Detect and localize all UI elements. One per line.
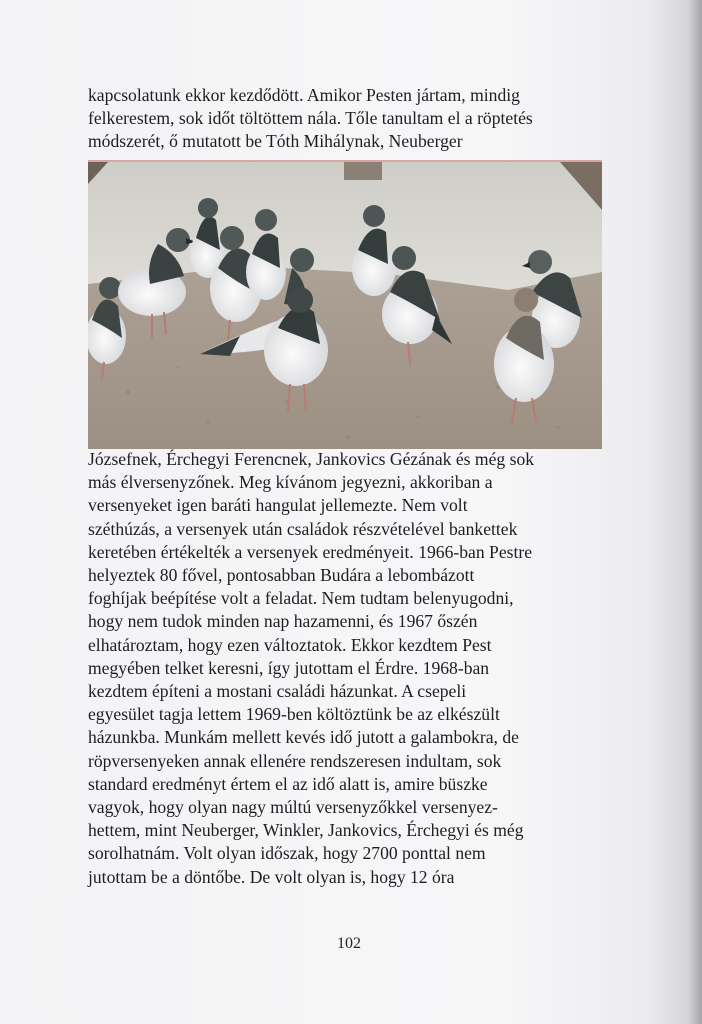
text-line: helyeztek 80 fővel, pontosabban Budára a lebombázott xyxy=(88,565,475,586)
text-line: vagyok, hogy olyan nagy múltú versenyzőkkel versenyez- xyxy=(88,797,498,818)
text-line: röpversenyeken annak ellenére rendszeresen indultam, sok xyxy=(88,750,502,771)
text-line: házunkba. Munkám mellett kevés idő jutott a galambokra, de xyxy=(88,727,519,748)
text-line: egyesület tagja lettem 1969-ben költöztünk be az elkészült xyxy=(88,704,500,725)
paragraph-top xyxy=(88,84,618,154)
text-line: megyében telket keresni, így jutottam el Érdre. 1968-ban xyxy=(88,657,490,678)
text-line: kezdtem építeni a mostani családi házunkat. A csepeli xyxy=(88,681,467,702)
text-line: módszerét, ő mutatott be Tóth Mihálynak, Neuberger xyxy=(88,131,463,152)
text-line: Józsefnek, Érchegyi Ferencnek, Jankovics Gézának és még sok xyxy=(88,449,535,469)
paragraph-bottom xyxy=(88,448,618,889)
text-line: standard eredményt értem el az idő alatt is, amire büszke xyxy=(88,773,488,794)
page-number xyxy=(0,935,702,953)
text-line: felkerestem, sok időt töltöttem nála. Tőle tanultam el a röptetés xyxy=(88,108,533,129)
text-line: hogy nem tudok minden nap hazamenni, és 1967 őszén xyxy=(88,611,478,632)
text-line: kapcsolatunk ekkor kezdődött. Amikor Pesten jártam, mindig xyxy=(88,85,520,105)
text-line: elhatároztam, hogy ezen változtatok. Ekkor kezdtem Pest xyxy=(88,634,492,655)
page-edge-shadow xyxy=(688,0,702,1024)
text-line: más élversenyzőnek. Meg kívánom jegyezni, akkoriban a xyxy=(88,472,493,493)
text-line: versenyeket igen baráti hangulat jellemezte. Nem volt xyxy=(88,495,468,516)
text-line: jutottam be a döntőbe. De volt olyan is, hogy 12 óra xyxy=(88,866,455,887)
pigeons-photo xyxy=(88,160,602,449)
text-line: keretében értékelték a versenyek eredményeit. 1966-ban Pestre xyxy=(88,541,533,562)
text-line: hettem, mint Neuberger, Winkler, Jankovics, Érchegyi és még xyxy=(88,820,524,841)
text-line: széthúzás, a versenyek után családok részvételével bankettek xyxy=(88,518,518,539)
text-line: foghíjak beépítése volt a feladat. Nem tudtam belenyugodni, xyxy=(88,588,514,609)
text-line: sorolhatnám. Volt olyan időszak, hogy 2700 ponttal nem xyxy=(88,843,486,864)
page-number-text: 102 xyxy=(337,935,361,952)
